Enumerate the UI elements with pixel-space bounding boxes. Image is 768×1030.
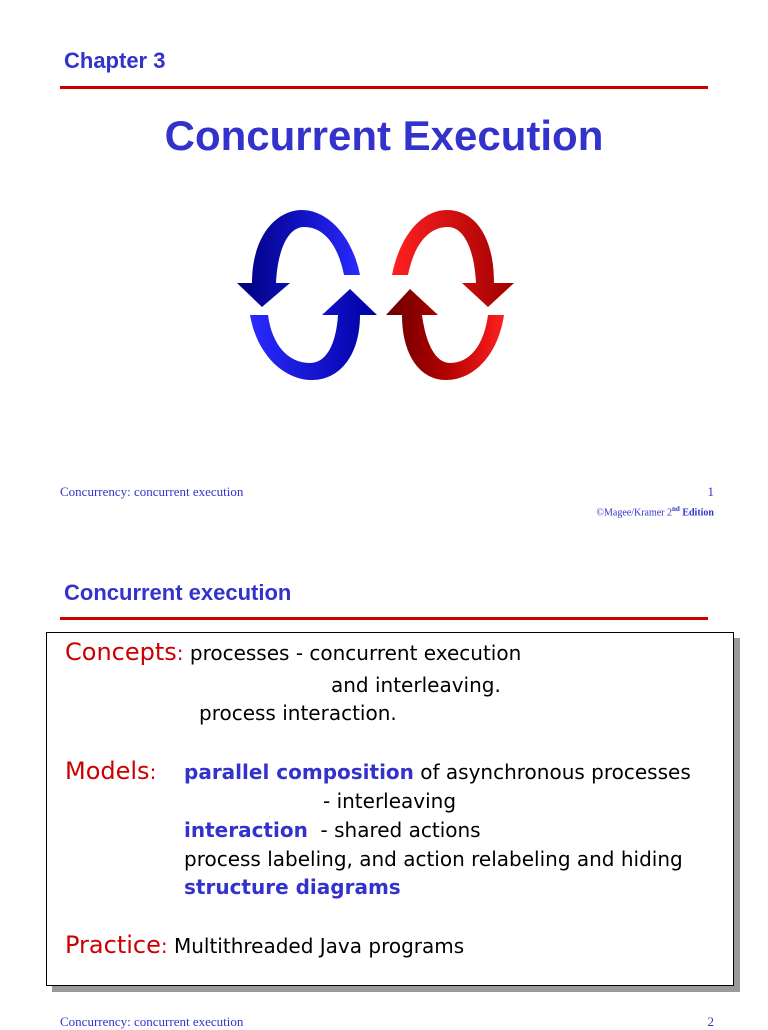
practice-label: Practice [65, 931, 161, 959]
slide-title: Concurrent Execution [164, 112, 604, 159]
models-interleaving: - interleaving [323, 789, 457, 813]
interaction-rest: - shared actions [307, 818, 481, 842]
blue-circular-arrows-icon [237, 210, 377, 380]
models-label: Models [65, 757, 150, 785]
page-number: 1 [707, 484, 714, 499]
section-heading: Concurrent execution [64, 580, 292, 605]
title-rule [60, 86, 708, 89]
footer-text: Concurrency: concurrent execution [60, 484, 244, 499]
copyright-prefix: ©Magee/Kramer 2 [596, 507, 673, 519]
models-labeling: process labeling, and action relabeling and hiding [184, 847, 683, 871]
parallel-composition-rest: of asynchronous processes [413, 760, 691, 784]
circular-arrows-graphic [232, 205, 522, 385]
red-circular-arrows-icon [386, 210, 514, 380]
models-parallel-line [184, 760, 691, 784]
copyright-suffix: Edition [679, 507, 714, 519]
models-interaction-line [184, 818, 481, 842]
chapter-label: Chapter 3 [64, 48, 166, 73]
concepts-line-3: process interaction. [199, 701, 397, 725]
page-number-2: 2 [707, 1014, 714, 1029]
content-box [46, 632, 734, 986]
copyright-sup: nd [672, 505, 680, 513]
concepts-line-1: processes - concurrent execution [189, 641, 522, 665]
practice-text: Multithreaded Java programs [173, 934, 465, 958]
concepts-colon: : [176, 641, 184, 665]
concepts-line-2: and interleaving. [331, 673, 501, 697]
concepts-row [65, 638, 521, 666]
concepts-label: Concepts [65, 638, 177, 666]
interaction-term: interaction [184, 818, 308, 842]
section-rule [60, 617, 708, 620]
models-colon: : [149, 760, 157, 784]
models-row [65, 757, 156, 785]
structure-diagrams-term: structure diagrams [184, 875, 401, 899]
practice-colon: : [160, 934, 168, 958]
copyright-notice [520, 505, 714, 518]
footer-text-2: Concurrency: concurrent execution [60, 1014, 244, 1029]
practice-row [65, 931, 464, 959]
models-structure-diagrams [184, 875, 401, 899]
parallel-composition-term: parallel composition [184, 760, 414, 784]
